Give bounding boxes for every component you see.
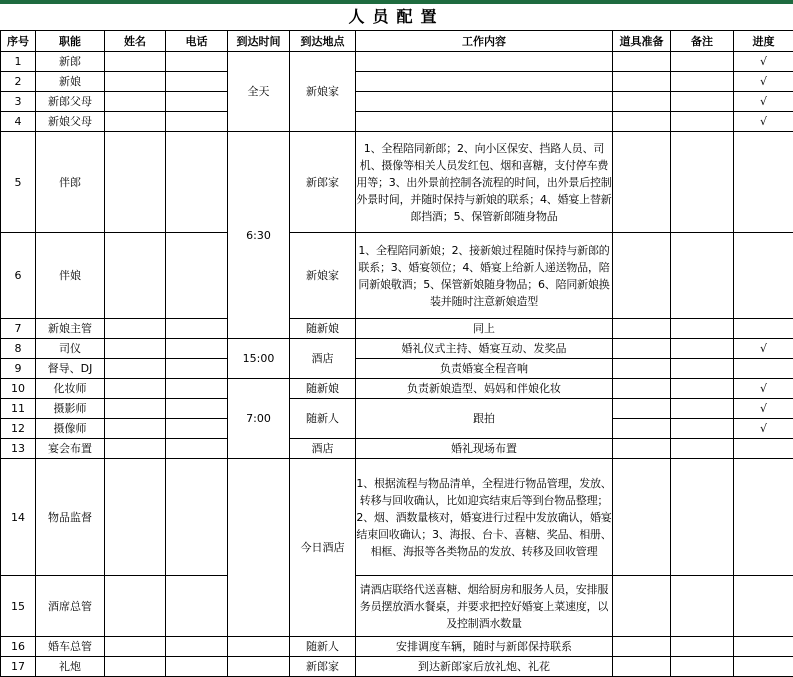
table-row <box>1 52 793 72</box>
cell-progress <box>734 439 793 459</box>
cell-progress: √ <box>734 339 793 359</box>
cell-work <box>356 92 613 112</box>
cell-notes[interactable] <box>671 576 734 637</box>
cell-place: 酒店 <box>290 439 356 459</box>
cell-work: 1、全程陪同新娘；2、接新娘过程随时保持与新郎的联系；3、婚宴领位；4、婚宴上给新人递送物品，陪同新娘敬酒；5、保管新娘随身物品；6、陪同新娘换装并随时注意新娘造型 <box>356 233 613 319</box>
cell-no: 5 <box>1 132 36 233</box>
cell-progress <box>734 132 793 233</box>
cell-work: 请酒店联络代送喜糖、烟给厨房和服务人员，安排服务员摆放酒水餐桌，并要求把控好婚宴上菜速度，以及控制酒水数量 <box>356 576 613 637</box>
cell-no: 13 <box>1 439 36 459</box>
cell-notes[interactable] <box>671 419 734 439</box>
table-row <box>1 576 793 637</box>
cell-name[interactable] <box>105 233 166 319</box>
cell-role: 新郎父母 <box>36 92 105 112</box>
cell-notes[interactable] <box>671 233 734 319</box>
header-work: 工作内容 <box>356 31 613 52</box>
cell-progress: √ <box>734 379 793 399</box>
cell-role: 礼炮 <box>36 657 105 677</box>
cell-no: 12 <box>1 419 36 439</box>
cell-role: 督导、DJ <box>36 359 105 379</box>
cell-time <box>228 459 290 637</box>
cell-name[interactable] <box>105 92 166 112</box>
cell-time <box>228 637 290 657</box>
cell-name[interactable] <box>105 399 166 419</box>
table-row <box>1 132 793 233</box>
cell-place: 新娘家 <box>290 52 356 132</box>
cell-work: 跟拍 <box>356 399 613 439</box>
header-phone: 电话 <box>166 31 228 52</box>
cell-place: 新娘家 <box>290 233 356 319</box>
cell-name[interactable] <box>105 319 166 339</box>
cell-work: 婚礼现场布置 <box>356 439 613 459</box>
table-row <box>1 92 793 112</box>
cell-time: 15:00 <box>228 339 290 379</box>
table-row <box>1 379 793 399</box>
cell-work: 婚礼仪式主持、婚宴互动、发奖品 <box>356 339 613 359</box>
cell-role: 新娘父母 <box>36 112 105 132</box>
cell-progress: √ <box>734 72 793 92</box>
cell-props[interactable] <box>613 112 671 132</box>
cell-role: 新娘 <box>36 72 105 92</box>
cell-phone[interactable] <box>166 379 228 399</box>
cell-phone[interactable] <box>166 339 228 359</box>
cell-no: 14 <box>1 459 36 576</box>
table-row <box>1 399 793 419</box>
cell-progress <box>734 319 793 339</box>
cell-place: 随新娘 <box>290 319 356 339</box>
cell-place: 随新人 <box>290 399 356 439</box>
staff-table <box>0 30 793 677</box>
cell-props[interactable] <box>613 132 671 233</box>
cell-name[interactable] <box>105 359 166 379</box>
cell-props[interactable] <box>613 72 671 92</box>
table-row <box>1 72 793 92</box>
cell-phone[interactable] <box>166 359 228 379</box>
cell-notes[interactable] <box>671 459 734 576</box>
header-arrival-place: 到达地点 <box>290 31 356 52</box>
cell-notes[interactable] <box>671 359 734 379</box>
cell-notes[interactable] <box>671 112 734 132</box>
header-name: 姓名 <box>105 31 166 52</box>
cell-phone[interactable] <box>166 72 228 92</box>
cell-progress <box>734 359 793 379</box>
header-notes: 备注 <box>671 31 734 52</box>
cell-work: 1、根据流程与物品清单，全程进行物品管理，发放、转移与回收确认，比如迎宾结束后等到台物品整理；2、烟、酒数量核对，婚宴进行过程中发放确认，婚宴结束回收确认；3、海报、台卡、喜糖、奖品、相册、相框、海报等各类物品的发放、转移及回收管理 <box>356 459 613 576</box>
cell-props[interactable] <box>613 379 671 399</box>
cell-notes[interactable] <box>671 439 734 459</box>
cell-no: 11 <box>1 399 36 419</box>
cell-progress <box>734 637 793 657</box>
cell-props[interactable] <box>613 52 671 72</box>
cell-props[interactable] <box>613 359 671 379</box>
cell-time: 7:00 <box>228 379 290 459</box>
cell-name[interactable] <box>105 419 166 439</box>
cell-no: 8 <box>1 339 36 359</box>
cell-notes[interactable] <box>671 52 734 72</box>
cell-role: 物品监督 <box>36 459 105 576</box>
cell-name[interactable] <box>105 637 166 657</box>
header-progress: 进度 <box>734 31 793 52</box>
cell-role: 伴郎 <box>36 132 105 233</box>
cell-props[interactable] <box>613 637 671 657</box>
cell-role: 化妆师 <box>36 379 105 399</box>
cell-work: 安排调度车辆，随时与新郎保持联系 <box>356 637 613 657</box>
cell-time: 全天 <box>228 52 290 132</box>
cell-work <box>356 112 613 132</box>
cell-phone[interactable] <box>166 637 228 657</box>
cell-role: 摄像师 <box>36 419 105 439</box>
table-row <box>1 637 793 657</box>
cell-place: 新郎家 <box>290 132 356 233</box>
cell-place: 随新人 <box>290 637 356 657</box>
cell-role: 婚车总管 <box>36 637 105 657</box>
cell-work: 1、全程陪同新郎；2、向小区保安、挡路人员、司机、摄像等相关人员发红包、烟和喜糖，支付停车费用等；3、出外景前控制各流程的时间，出外景后控制外景时间，并随时保持与新娘的联系；4、婚宴上替新郎挡酒；5、保管新郎随身物品 <box>356 132 613 233</box>
cell-work <box>356 72 613 92</box>
cell-work: 同上 <box>356 319 613 339</box>
cell-phone[interactable] <box>166 399 228 419</box>
cell-place: 随新娘 <box>290 379 356 399</box>
cell-name[interactable] <box>105 72 166 92</box>
cell-phone[interactable] <box>166 419 228 439</box>
cell-name[interactable] <box>105 439 166 459</box>
cell-name[interactable] <box>105 339 166 359</box>
cell-progress: √ <box>734 92 793 112</box>
cell-no: 6 <box>1 233 36 319</box>
cell-notes[interactable] <box>671 72 734 92</box>
header-props: 道具准备 <box>613 31 671 52</box>
cell-progress: √ <box>734 419 793 439</box>
cell-no: 4 <box>1 112 36 132</box>
cell-place: 新郎家 <box>290 657 356 677</box>
cell-progress: √ <box>734 399 793 419</box>
cell-name[interactable] <box>105 379 166 399</box>
cell-progress <box>734 233 793 319</box>
header-arrival-time: 到达时间 <box>228 31 290 52</box>
cell-work <box>356 52 613 72</box>
cell-no: 10 <box>1 379 36 399</box>
cell-role: 新郎 <box>36 52 105 72</box>
cell-place: 酒店 <box>290 339 356 379</box>
cell-phone[interactable] <box>166 319 228 339</box>
cell-props[interactable] <box>613 419 671 439</box>
cell-no: 16 <box>1 637 36 657</box>
cell-name[interactable] <box>105 112 166 132</box>
cell-no: 7 <box>1 319 36 339</box>
sheet-title: 人员配置 <box>0 4 793 30</box>
cell-no: 2 <box>1 72 36 92</box>
cell-role: 摄影师 <box>36 399 105 419</box>
cell-progress <box>734 576 793 637</box>
cell-no: 15 <box>1 576 36 637</box>
cell-notes[interactable] <box>671 319 734 339</box>
cell-phone[interactable] <box>166 52 228 72</box>
cell-work: 负责新娘造型、妈妈和伴娘化妆 <box>356 379 613 399</box>
cell-props[interactable] <box>613 576 671 637</box>
cell-progress: √ <box>734 112 793 132</box>
cell-props[interactable] <box>613 233 671 319</box>
header-no: 序号 <box>1 31 36 52</box>
cell-notes[interactable] <box>671 339 734 359</box>
table-row <box>1 112 793 132</box>
cell-name[interactable] <box>105 576 166 637</box>
cell-name[interactable] <box>105 132 166 233</box>
cell-phone[interactable] <box>166 132 228 233</box>
table-row <box>1 359 793 379</box>
cell-role: 新娘主管 <box>36 319 105 339</box>
header-row <box>1 31 793 52</box>
cell-props[interactable] <box>613 439 671 459</box>
cell-notes[interactable] <box>671 399 734 419</box>
cell-time: 6:30 <box>228 132 290 339</box>
cell-phone[interactable] <box>166 92 228 112</box>
cell-notes[interactable] <box>671 92 734 112</box>
table-row <box>1 319 793 339</box>
cell-props[interactable] <box>613 92 671 112</box>
cell-name[interactable] <box>105 459 166 576</box>
cell-work: 到达新郎家后放礼炮、礼花 <box>356 657 613 677</box>
table-row <box>1 439 793 459</box>
cell-no: 3 <box>1 92 36 112</box>
cell-progress <box>734 459 793 576</box>
table-row <box>1 233 793 319</box>
cell-phone[interactable] <box>166 233 228 319</box>
cell-place: 今日酒店 <box>290 459 356 637</box>
cell-progress: √ <box>734 52 793 72</box>
cell-phone[interactable] <box>166 576 228 637</box>
cell-props[interactable] <box>613 459 671 576</box>
cell-phone[interactable] <box>166 112 228 132</box>
cell-notes[interactable] <box>671 379 734 399</box>
cell-role: 伴娘 <box>36 233 105 319</box>
cell-props[interactable] <box>613 399 671 419</box>
table-row <box>1 459 793 576</box>
header-role: 职能 <box>36 31 105 52</box>
cell-props[interactable] <box>613 339 671 359</box>
cell-props[interactable] <box>613 319 671 339</box>
cell-name[interactable] <box>105 52 166 72</box>
cell-no: 9 <box>1 359 36 379</box>
cell-no: 1 <box>1 52 36 72</box>
cell-no: 17 <box>1 657 36 677</box>
cell-phone[interactable] <box>166 439 228 459</box>
cell-role: 宴会布置 <box>36 439 105 459</box>
cell-notes[interactable] <box>671 637 734 657</box>
cell-role: 酒席总管 <box>36 576 105 637</box>
cell-notes[interactable] <box>671 132 734 233</box>
cell-phone[interactable] <box>166 459 228 576</box>
table-row <box>1 339 793 359</box>
cell-work: 负责婚宴全程音响 <box>356 359 613 379</box>
cell-role: 司仪 <box>36 339 105 359</box>
